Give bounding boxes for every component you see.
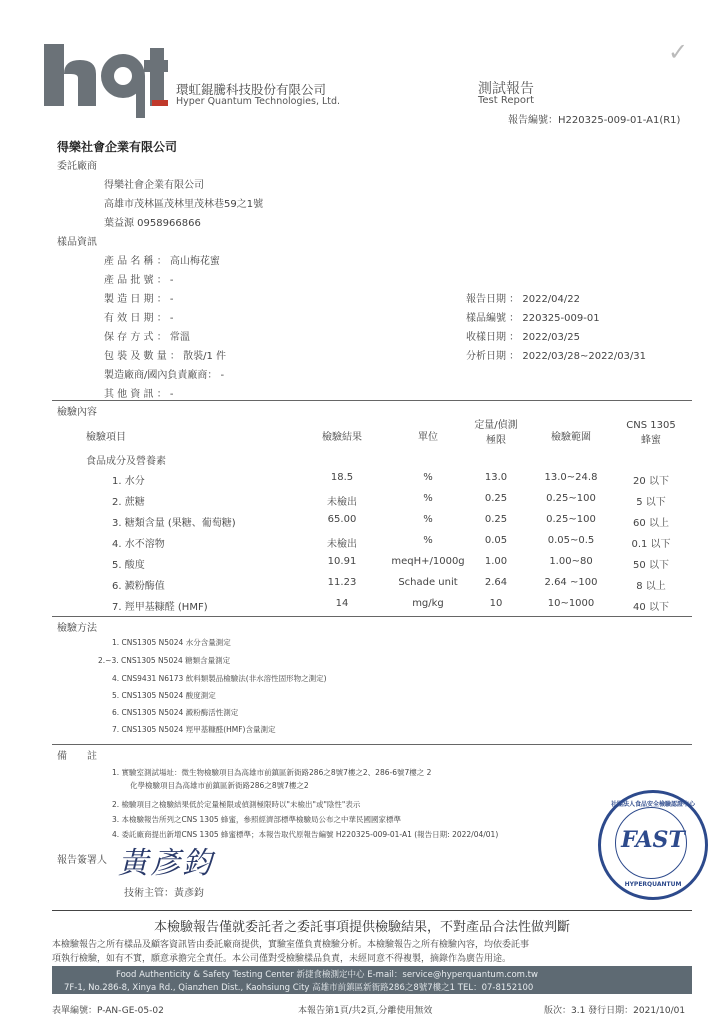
cell-result: 未檢出: [327, 497, 357, 508]
note-line: 3. 本檢驗報告所列之CNS 1305 蜂蜜，參照經濟部標準檢驗局公布之中華民國國家標準: [112, 815, 402, 824]
sample-date-field: 收樣日期 ： 2022/03/25: [466, 332, 580, 343]
cell-unit: %: [423, 535, 433, 546]
cell-result: 65.00: [327, 514, 357, 525]
cell-limit: 10: [489, 598, 503, 609]
cell-limit: 1.00: [484, 556, 508, 567]
note-line: 化學檢驗項目為高雄市前鎮區新衙路286之8號7樓之2: [130, 781, 309, 790]
seal-bottom-text: HYPERQUANTUM: [624, 881, 682, 888]
cell-result: 11.23: [327, 577, 357, 588]
sample-field: 保 存 方 式 ： 常溫: [104, 332, 190, 343]
method-line: 7. CNS1305 N5024 羥甲基糠醛(HMF)含量測定: [112, 725, 276, 734]
client-line: 葉益源 0958966866: [104, 218, 201, 229]
client-section-label: 委託廠商: [57, 161, 97, 172]
contact-line: 7F-1, No.286-8, Xinya Rd., Qianzhen Dist., Kaohsiung City 高雄市前鎮區新衙路286之8號7樓之1 TEL：07-8152100: [64, 983, 534, 993]
method-line: 6. CNS1305 N5024 澱粉酶活性測定: [112, 708, 239, 717]
cell-unit: %: [423, 514, 433, 525]
contact-bar: [52, 966, 692, 994]
cell-result: 14: [335, 598, 349, 609]
cell-unit: %: [423, 493, 433, 504]
method-line: 1. CNS1305 N5024 水分含量測定: [112, 638, 231, 647]
cell-cns: 50 以下: [633, 560, 669, 571]
cell-cns: 20 以下: [633, 476, 669, 487]
cell-item: 3. 糖類含量 (果糖、葡萄糖): [112, 518, 236, 529]
cell-item: 4. 水不溶物: [112, 539, 165, 550]
col-header-limit: 定量/偵測 極限: [474, 420, 518, 446]
client-line: 高雄市茂林區茂林里茂林巷59之1號: [104, 199, 264, 210]
note-line: 1. 實驗室測試場址：微生物檢驗項目為高雄市前鎮區新衙路286之8號7樓之2、286-6號7樓之 2: [112, 768, 432, 777]
cell-limit: 2.64: [484, 577, 508, 588]
company-name-en: Hyper Quantum Technologies, Ltd.: [176, 96, 341, 107]
version-info: 版次：3.1 發行日期：2021/10/01: [544, 1006, 686, 1016]
col-header-range: 檢驗範圍: [551, 432, 591, 443]
footer-divider: [52, 910, 692, 911]
footer-notice-line: 項執行檢驗，如有不實，願意承擔完全責任。本公司僅對受檢驗樣品負責，未經同意不得複製，摘錄作為廣告用途。: [52, 954, 512, 964]
footer-notice-line: 本檢驗報告之所有樣品及顧客資訊皆由委託廠商提供，實驗室僅負責檢驗分析。本檢驗報告之所有檢驗內容，均依委託事: [52, 940, 530, 950]
notes-section-label: 備 註: [57, 751, 97, 762]
method-line: 4. CNS9431 N6173 飲料類製品檢驗法(非水溶性固形物之測定): [112, 674, 327, 683]
cell-cns: 8 以上: [636, 581, 666, 592]
cell-range: 0.25~100: [546, 514, 596, 525]
seal-center-text: FAST: [621, 827, 685, 853]
method-line: 2.~3. CNS1305 N5024 糖類含量測定: [98, 656, 231, 665]
cell-cns: 40 以下: [633, 602, 669, 613]
seal-top-text: 社團法人食品安全檢驗認證中心: [610, 801, 695, 808]
sample-field: 製造廠商/國內負責廠商： -: [104, 370, 225, 381]
cell-unit: meqH+/1000g: [391, 556, 465, 567]
col-header-item: 檢驗項目: [86, 432, 126, 443]
sample-field: 製 造 日 期 ： -: [104, 294, 174, 305]
sample-section-label: 樣品資訊: [57, 237, 97, 248]
methods-section-label: 檢驗方法: [57, 623, 97, 634]
col-header-result: 檢驗結果: [322, 432, 362, 443]
sample-field: 產 品 名 稱 ： 高山梅花蜜: [104, 256, 220, 267]
check-mark-icon: ✓: [668, 38, 689, 66]
sample-field: 產 品 批 號 ： -: [104, 275, 174, 286]
cell-result: 10.91: [327, 556, 357, 567]
cell-item: 2. 蔗糖: [112, 497, 145, 508]
report-number: 報告編號：H220325-009-01-A1(R1): [508, 115, 681, 126]
sample-field: 有 效 日 期 ： -: [104, 313, 174, 324]
cell-item: 7. 羥甲基糠醛 (HMF): [112, 602, 208, 613]
hqt-logo-mark: [40, 38, 170, 118]
report-title-en: Test Report: [478, 95, 535, 106]
method-line: 5. CNS1305 N5024 酸度測定: [112, 691, 216, 700]
note-line: 4. 委託廠商提出新增CNS 1305 蜂蜜標準；本報告取代原報告編號 H220325-009-01-A1 (報告日期: 2022/04/01): [112, 830, 499, 839]
sample-date-field: 報告日期 ： 2022/04/22: [466, 294, 580, 305]
page-info: 本報告第1頁/共2頁,分離使用無效: [298, 1006, 433, 1016]
sample-field: 包 裝 及 數 量 ： 散裝/1 件: [104, 351, 226, 362]
cell-range: 13.0~24.8: [544, 472, 598, 483]
cell-cns: 0.1 以下: [631, 539, 671, 550]
cell-unit: %: [423, 472, 433, 483]
section-divider: [52, 616, 692, 617]
sample-field: 其 他 資 訊 ： -: [104, 389, 174, 400]
cell-item: 5. 酸度: [112, 560, 145, 571]
test-group-title: 食品成分及營養素: [86, 456, 166, 467]
contact-line: Food Authenticity & Safety Testing Center 新捷食檢測定中心 E-mail：service@hyperquantum.com.tw: [116, 970, 538, 980]
cell-unit: Schade unit: [398, 577, 458, 588]
cell-cns: 5 以下: [636, 497, 666, 508]
signer-title: 技術主管：黃彥鈞: [124, 888, 204, 899]
col-header-unit: 單位: [418, 432, 438, 443]
cell-range: 0.25~100: [546, 493, 596, 504]
note-line: 2. 檢驗項目之檢驗結果低於定量極限或偵測極限時以"未檢出"或"陰性"表示: [112, 800, 361, 809]
sample-date-field: 樣品編號 ： 220325-009-01: [466, 313, 600, 324]
cell-range: 10~1000: [547, 598, 595, 609]
cell-item: 1. 水分: [112, 476, 145, 487]
client-company-title: 得樂社會企業有限公司: [57, 140, 178, 154]
fast-certification-seal: [598, 790, 708, 900]
company-logo: [40, 38, 170, 118]
cell-result: 18.5: [330, 472, 354, 483]
sample-date-field: 分析日期 ： 2022/03/28~2022/03/31: [466, 351, 647, 362]
cell-item: 6. 澱粉酶值: [112, 581, 165, 592]
form-number: 表單編號：P-AN-GE-05-02: [52, 1006, 164, 1016]
cell-cns: 60 以上: [633, 518, 669, 529]
footer-notice-main: 本檢驗報告僅就委託者之委託事項提供檢驗結果，不對產品合法性做判斷: [153, 920, 570, 935]
cell-limit: 0.25: [484, 493, 508, 504]
client-line: 得樂社會企業有限公司: [104, 180, 204, 191]
cell-limit: 0.05: [484, 535, 508, 546]
company-name-cn: 環虹錕騰科技股份有限公司: [176, 82, 327, 97]
section-divider: [52, 400, 692, 401]
cell-unit: mg/kg: [412, 598, 444, 609]
col-header-cns: CNS 1305 蜂蜜: [626, 420, 676, 446]
signer-label: 報告簽署人: [57, 855, 107, 866]
cell-range: 2.64 ~100: [544, 577, 598, 588]
test-section-label: 檢驗內容: [57, 407, 97, 418]
handwritten-signature: 黃彥鈞: [118, 846, 214, 881]
section-divider: [52, 744, 692, 745]
cell-limit: 13.0: [484, 472, 508, 483]
cell-range: 1.00~80: [549, 556, 593, 567]
report-title-cn: 測試報告: [478, 81, 534, 97]
cell-range: 0.05~0.5: [547, 535, 595, 546]
cell-result: 未檢出: [327, 539, 357, 550]
cell-limit: 0.25: [484, 514, 508, 525]
